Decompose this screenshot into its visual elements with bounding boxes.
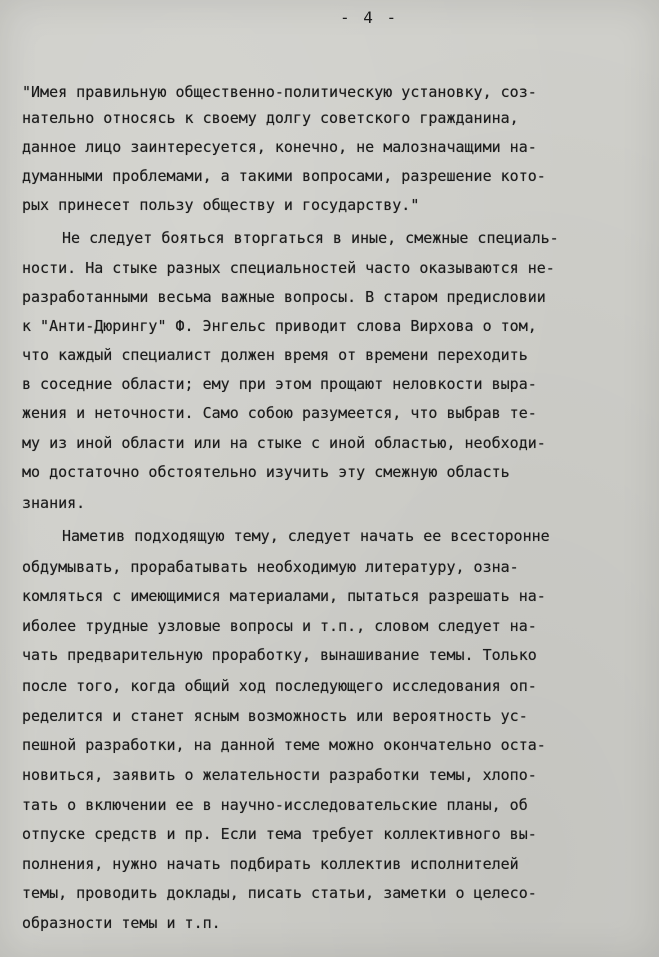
text-line: полнения, нужно начать подбирать коллектив исполнителей [22,855,519,873]
text-line: образности темы и т.п. [22,914,221,932]
page-number: - 4 - [340,8,399,27]
text-line: к "Анти-Дюрингу" Ф. Энгельс приводит слова Вирхова о том, [22,317,537,335]
text-line: му из иной области или на стыке с иной областью, необходи- [22,434,546,452]
text-line: темы, проводить доклады, писать статьи, заметки о целесо- [22,884,537,902]
text-line: данное лицо заинтересуется, конечно, не малозначащими на- [22,138,537,156]
text-line: тать о включении ее в научно-исследовательские планы, об [22,796,528,814]
text-line: в соседние области; ему при этом прощают неловкости выра- [22,375,537,393]
text-line: ности. На стыке разных специальностей часто оказываются не- [22,259,555,277]
text-line: ределится и станет ясным возможность или вероятность ус- [22,707,528,725]
text-line: Не следует бояться вторгаться в иные, смежные специаль- [62,229,559,247]
text-line: комляться с имеющимися материалами, пытаться разрешать на- [22,587,546,605]
text-line: "Имея правильную общественно-политическую установку, соз- [22,83,537,101]
text-line: думанными проблемами, а такими вопросами, разрешение кото- [22,167,546,185]
text-line: жения и неточности. Само собою разумеется, что выбрав те- [22,404,537,422]
text-line: нательно относясь к своему долгу советского гражданина, [22,109,519,127]
text-line: новиться, заявить о желательности разработки темы, хлопо- [22,766,537,784]
text-line: Наметив подходящую тему, следует начать ее всесторонне [62,527,550,545]
text-line: отпуске средств и пр. Если тема требует коллективного вы- [22,825,537,843]
text-line: знания. [22,494,86,512]
text-line: обдумывать, прорабатывать необходимую литературу, озна- [22,558,519,576]
text-line: мо достаточно обстоятельно изучить эту смежную область [22,463,510,481]
text-line: пешной разработки, на данной теме можно окончательно оста- [22,736,546,754]
text-line: после того, когда общий ход последующего исследования оп- [22,677,537,695]
text-line: рых принесет пользу обществу и государству." [22,196,420,214]
text-line: иболее трудные узловые вопросы и т.п., словом следует на- [22,617,537,635]
text-line: что каждый специалист должен время от времени переходить [22,346,528,364]
text-line: чать предварительную проработку, вынашивание темы. Только [22,646,537,664]
text-line: разработанными весьма важные вопросы. В старом предисловии [22,288,546,306]
